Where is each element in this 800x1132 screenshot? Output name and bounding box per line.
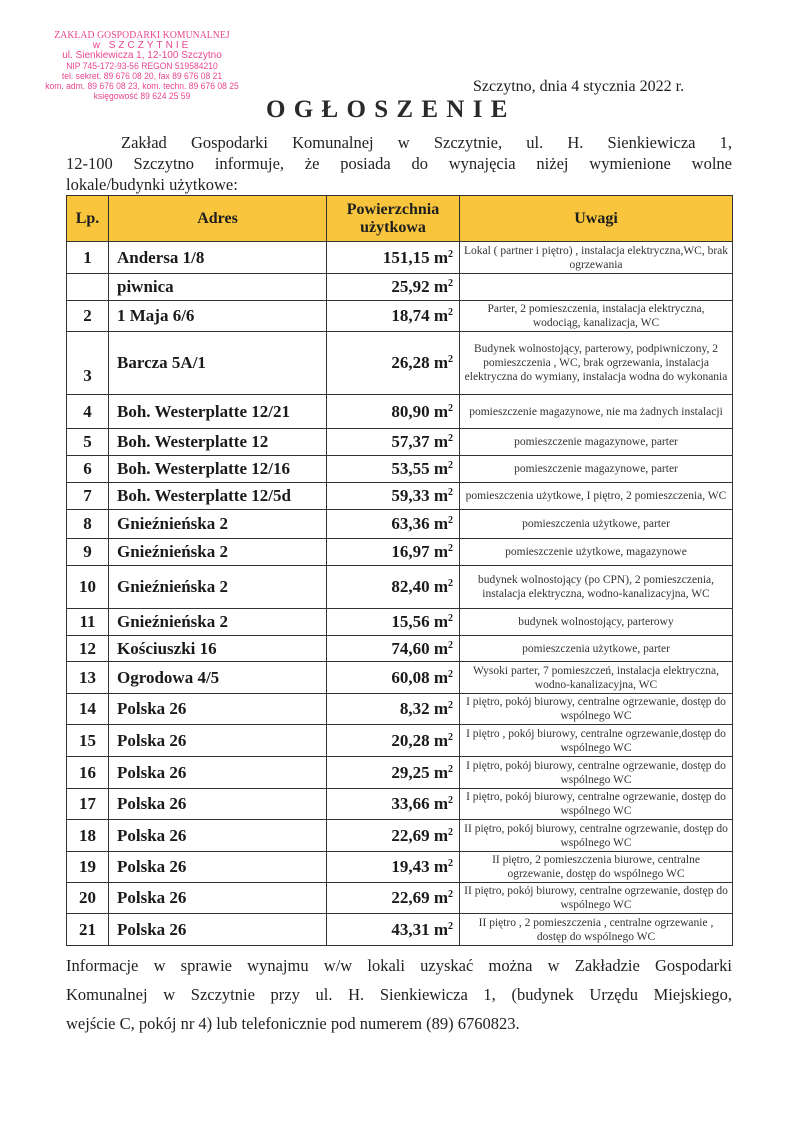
cell-address: Polska 26 <box>109 852 327 883</box>
stamp-city: w SZCZYTNIE <box>92 40 192 51</box>
area-unit: m <box>433 577 448 596</box>
area-unit: m <box>433 432 448 451</box>
table-header-row <box>67 196 733 242</box>
cell-address: Kościuszki 16 <box>109 636 327 662</box>
area-unit-superscript: 2 <box>448 487 453 498</box>
area-unit-superscript: 2 <box>448 543 453 554</box>
cell-address: Boh. Westerplatte 12/5d <box>109 483 327 510</box>
table-row <box>67 820 733 852</box>
area-value: 63,36 <box>391 514 430 533</box>
cell-notes: pomieszczenie magazynowe, parter <box>460 456 733 483</box>
table-row <box>67 274 733 301</box>
table-row <box>67 914 733 946</box>
area-unit-superscript: 2 <box>448 578 453 589</box>
stamp-company-name: ZAKŁAD GOSPODARKI KOMUNALNEJ <box>54 30 230 41</box>
stamp-nip-regon: NIP 745-172-93-56 REGON 519584210 <box>66 61 218 71</box>
cell-address: Andersa 1/8 <box>109 242 327 274</box>
cell-lp: 10 <box>67 566 109 609</box>
area-unit-superscript: 2 <box>448 700 453 711</box>
area-value: 80,90 <box>391 401 430 421</box>
table-row <box>67 662 733 694</box>
area-unit: m <box>433 857 448 876</box>
cell-lp <box>67 274 109 301</box>
cell-notes: pomieszczenie magazynowe, parter <box>460 429 733 456</box>
cell-lp: 20 <box>67 883 109 914</box>
table-row <box>67 539 733 566</box>
area-unit: m <box>433 612 448 631</box>
table-row <box>67 757 733 789</box>
area-unit-superscript: 2 <box>448 433 453 444</box>
cell-lp: 6 <box>67 456 109 483</box>
cell-area <box>327 694 460 725</box>
cell-notes: II piętro, pokój biurowy, centralne ogrzewanie, dostęp do wspólnego WC <box>460 820 733 852</box>
cell-address: Gnieźnieńska 2 <box>109 566 327 609</box>
area-unit: m <box>433 486 448 505</box>
area-unit: m <box>433 825 448 845</box>
cell-area <box>327 914 460 946</box>
intro-paragraph <box>66 132 732 195</box>
area-unit-superscript: 2 <box>448 889 453 900</box>
cell-area <box>327 662 460 694</box>
cell-lp: 2 <box>67 301 109 332</box>
cell-address: Gnieźnieńska 2 <box>109 539 327 566</box>
cell-area <box>327 395 460 429</box>
cell-notes: I piętro, pokój biurowy, centralne ogrzewanie, dostęp do wspólnego WC <box>460 789 733 820</box>
cell-area <box>327 456 460 483</box>
area-unit-superscript: 2 <box>448 920 453 932</box>
area-unit: m <box>433 277 448 296</box>
area-value: 25,92 <box>391 277 430 296</box>
area-unit: m <box>433 401 448 421</box>
header-area-line1: Powierzchnia <box>346 200 440 218</box>
cell-lp: 8 <box>67 510 109 539</box>
cell-area <box>327 483 460 510</box>
table-row <box>67 789 733 820</box>
cell-notes: pomieszczenia użytkowe, parter <box>460 636 733 662</box>
area-unit: m <box>433 919 448 939</box>
cell-address: 1 Maja 6/6 <box>109 301 327 332</box>
area-unit: m <box>433 699 448 718</box>
document-date: Szczytno, dnia 4 stycznia 2022 r. <box>473 78 685 95</box>
table-row <box>67 483 733 510</box>
table-row <box>67 301 733 332</box>
area-unit-superscript: 2 <box>448 858 453 869</box>
cell-area <box>327 757 460 789</box>
premises-table <box>66 195 733 946</box>
contact-line-2: Komunalnej w Szczytnie przy ul. H. Sienkiewicza 1, (budynek Urzędu Miejskiego, <box>66 985 732 1004</box>
cell-area <box>327 725 460 757</box>
cell-lp: 7 <box>67 483 109 510</box>
area-unit: m <box>433 794 448 813</box>
area-unit-superscript: 2 <box>448 731 453 743</box>
cell-notes: I piętro, pokój biurowy, centralne ogrzewanie, dostęp do wspólnego WC <box>460 694 733 725</box>
cell-area <box>327 566 460 609</box>
table-row <box>67 694 733 725</box>
table-row <box>67 609 733 636</box>
cell-address: Polska 26 <box>109 883 327 914</box>
area-value: 53,55 <box>391 459 430 478</box>
area-unit-superscript: 2 <box>448 402 453 414</box>
area-unit-superscript: 2 <box>448 639 453 651</box>
cell-area <box>327 539 460 566</box>
cell-area <box>327 609 460 636</box>
area-unit: m <box>433 667 448 687</box>
table-row <box>67 510 733 539</box>
cell-notes: budynek wolnostojący (po CPN), 2 pomieszczenia, instalacja elektryczna, wodno-kanalizacyjna, WC <box>460 566 733 609</box>
area-unit: m <box>433 247 448 267</box>
table-row <box>67 636 733 662</box>
cell-notes: Lokal ( partner i piętro) , instalacja elektryczna,WC, brak ogrzewania <box>460 242 733 274</box>
area-unit-superscript: 2 <box>448 248 453 260</box>
cell-area <box>327 789 460 820</box>
cell-notes: pomieszczenia użytkowe, parter <box>460 510 733 539</box>
cell-lp: 21 <box>67 914 109 946</box>
cell-notes: Parter, 2 pomieszczenia, instalacja elektryczna, wodociąg, kanalizacja, WC <box>460 301 733 332</box>
cell-area <box>327 242 460 274</box>
stamp-address: ul. Sienkiewicza 1, 12-100 Szczytno <box>62 50 222 61</box>
area-value: 22,69 <box>391 888 430 907</box>
area-unit-superscript: 2 <box>448 795 453 806</box>
cell-address: Ogrodowa 4/5 <box>109 662 327 694</box>
cell-notes: I piętro, pokój biurowy, centralne ogrzewanie, dostęp do wspólnego WC <box>460 757 733 789</box>
cell-notes <box>460 274 733 301</box>
cell-notes: budynek wolnostojący, parterowy <box>460 609 733 636</box>
cell-lp: 5 <box>67 429 109 456</box>
area-unit: m <box>433 459 448 478</box>
cell-area <box>327 332 460 395</box>
cell-lp: 11 <box>67 609 109 636</box>
table-row <box>67 883 733 914</box>
area-value: 33,66 <box>391 794 430 813</box>
cell-notes: pomieszczenia użytkowe, I piętro, 2 pomieszczenia, WC <box>460 483 733 510</box>
area-unit-superscript: 2 <box>448 278 453 289</box>
cell-notes: Budynek wolnostojący, parterowy, podpiwniczony, 2 pomieszczenia , WC, brak ogrzewania, instalacja elektryczna do wymiany, instalacja wodna do wykonania <box>460 332 733 395</box>
area-value: 60,08 <box>391 667 430 687</box>
cell-lp: 18 <box>67 820 109 852</box>
company-stamp <box>22 31 262 101</box>
cell-area <box>327 301 460 332</box>
area-unit-superscript: 2 <box>448 763 453 775</box>
area-unit-superscript: 2 <box>448 668 453 680</box>
area-unit: m <box>433 762 448 782</box>
cell-address: Gnieźnieńska 2 <box>109 510 327 539</box>
cell-area <box>327 274 460 301</box>
cell-lp: 1 <box>67 242 109 274</box>
cell-notes: Wysoki parter, 7 pomieszczeń, instalacja elektryczna, wodno-kanalizacyjna, WC <box>460 662 733 694</box>
cell-address: Gnieźnieńska 2 <box>109 609 327 636</box>
area-unit-superscript: 2 <box>448 354 453 365</box>
area-value: 16,97 <box>391 542 430 561</box>
cell-lp: 17 <box>67 789 109 820</box>
cell-address: Polska 26 <box>109 725 327 757</box>
cell-lp: 15 <box>67 725 109 757</box>
intro-line-1: Zakład Gospodarki Komunalnej w Szczytnie, ul. H. Sienkiewicza 1, <box>121 133 732 152</box>
area-unit: m <box>433 888 448 907</box>
stamp-phone-adm: kom. adm. 89 676 08 23, kom. techn. 89 676 08 25 <box>45 81 239 91</box>
cell-lp: 12 <box>67 636 109 662</box>
table-row <box>67 242 733 274</box>
area-value: 151,15 <box>382 247 430 267</box>
cell-lp: 16 <box>67 757 109 789</box>
area-value: 26,28 <box>391 353 430 372</box>
area-unit-superscript: 2 <box>448 613 453 624</box>
stamp-phone-fax: tel. sekret. 89 676 08 20, fax 89 676 08 21 <box>61 71 223 81</box>
contact-line-3: wejście C, pokój nr 4) lub telefonicznie pod numerem (89) 6760823. <box>66 1014 520 1033</box>
cell-lp: 14 <box>67 694 109 725</box>
cell-lp: 3 <box>67 332 109 395</box>
area-value: 19,43 <box>391 857 430 876</box>
area-value: 8,32 <box>399 699 430 718</box>
cell-area <box>327 883 460 914</box>
header-address: Adres <box>109 196 327 242</box>
intro-line-3: lokale/budynki użytkowe: <box>66 175 238 194</box>
cell-area <box>327 852 460 883</box>
table-row <box>67 566 733 609</box>
cell-notes: pomieszczenie magazynowe, nie ma żadnych instalacji <box>460 395 733 429</box>
table-row <box>67 429 733 456</box>
area-unit-superscript: 2 <box>448 307 453 318</box>
area-value: 22,69 <box>391 825 430 845</box>
cell-notes: I piętro , pokój biurowy, centralne ogrzewanie,dostęp do wspólnego WC <box>460 725 733 757</box>
cell-address: Polska 26 <box>109 757 327 789</box>
area-unit-superscript: 2 <box>448 460 453 471</box>
area-value: 57,37 <box>391 432 430 451</box>
area-unit: m <box>433 730 448 750</box>
area-value: 82,40 <box>391 577 430 596</box>
cell-address: Polska 26 <box>109 694 327 725</box>
area-value: 20,28 <box>391 730 430 750</box>
cell-area <box>327 636 460 662</box>
cell-notes: pomieszczenie użytkowe, magazynowe <box>460 539 733 566</box>
contact-line-1: Informacje w sprawie wynajmu w/w lokali uzyskać można w Zakładzie Gospodarki <box>66 956 732 975</box>
table-row <box>67 725 733 757</box>
area-value: 43,31 <box>391 919 430 939</box>
area-value: 18,74 <box>391 306 430 325</box>
table-row <box>67 395 733 429</box>
cell-address: Boh. Westerplatte 12/21 <box>109 395 327 429</box>
cell-address: Polska 26 <box>109 789 327 820</box>
cell-notes: II piętro, pokój biurowy, centralne ogrzewanie, dostęp do wspólnego WC <box>460 883 733 914</box>
contact-info <box>66 951 732 1038</box>
cell-address: piwnica <box>109 274 327 301</box>
cell-area <box>327 820 460 852</box>
cell-address: Boh. Westerplatte 12/16 <box>109 456 327 483</box>
cell-lp: 13 <box>67 662 109 694</box>
cell-lp: 19 <box>67 852 109 883</box>
header-area-line2: użytkowa <box>360 218 426 236</box>
area-unit: m <box>433 353 448 372</box>
area-unit: m <box>433 638 448 658</box>
cell-notes: II piętro , 2 pomieszczenia , centralne ogrzewanie , dostęp do wspólnego WC <box>460 914 733 946</box>
area-value: 74,60 <box>391 638 430 658</box>
table-row <box>67 332 733 395</box>
cell-address: Polska 26 <box>109 820 327 852</box>
area-value: 29,25 <box>391 762 430 782</box>
cell-lp: 4 <box>67 395 109 429</box>
table-row <box>67 852 733 883</box>
cell-area <box>327 429 460 456</box>
header-area <box>327 196 460 242</box>
area-unit-superscript: 2 <box>448 515 453 526</box>
area-unit: m <box>433 542 448 561</box>
header-lp: Lp. <box>67 196 109 242</box>
area-unit: m <box>433 306 448 325</box>
document-title: OGŁOSZENIE <box>266 96 516 123</box>
area-unit-superscript: 2 <box>448 826 453 838</box>
cell-area <box>327 510 460 539</box>
intro-line-2: 12-100 Szczytno informuje, że posiada do wynajęcia niżej wymienione wolne <box>66 154 732 173</box>
cell-lp: 9 <box>67 539 109 566</box>
table-row <box>67 456 733 483</box>
area-value: 59,33 <box>391 486 430 505</box>
cell-notes: II piętro, 2 pomieszczenia biurowe, centralne ogrzewanie, dostęp do wspólnego WC <box>460 852 733 883</box>
cell-address: Barcza 5A/1 <box>109 332 327 395</box>
area-unit: m <box>433 514 448 533</box>
stamp-accounting: księgowość 89 624 25 59 <box>93 91 191 101</box>
header-notes: Uwagi <box>460 196 733 242</box>
area-value: 15,56 <box>391 612 430 631</box>
cell-address: Boh. Westerplatte 12 <box>109 429 327 456</box>
cell-address: Polska 26 <box>109 914 327 946</box>
